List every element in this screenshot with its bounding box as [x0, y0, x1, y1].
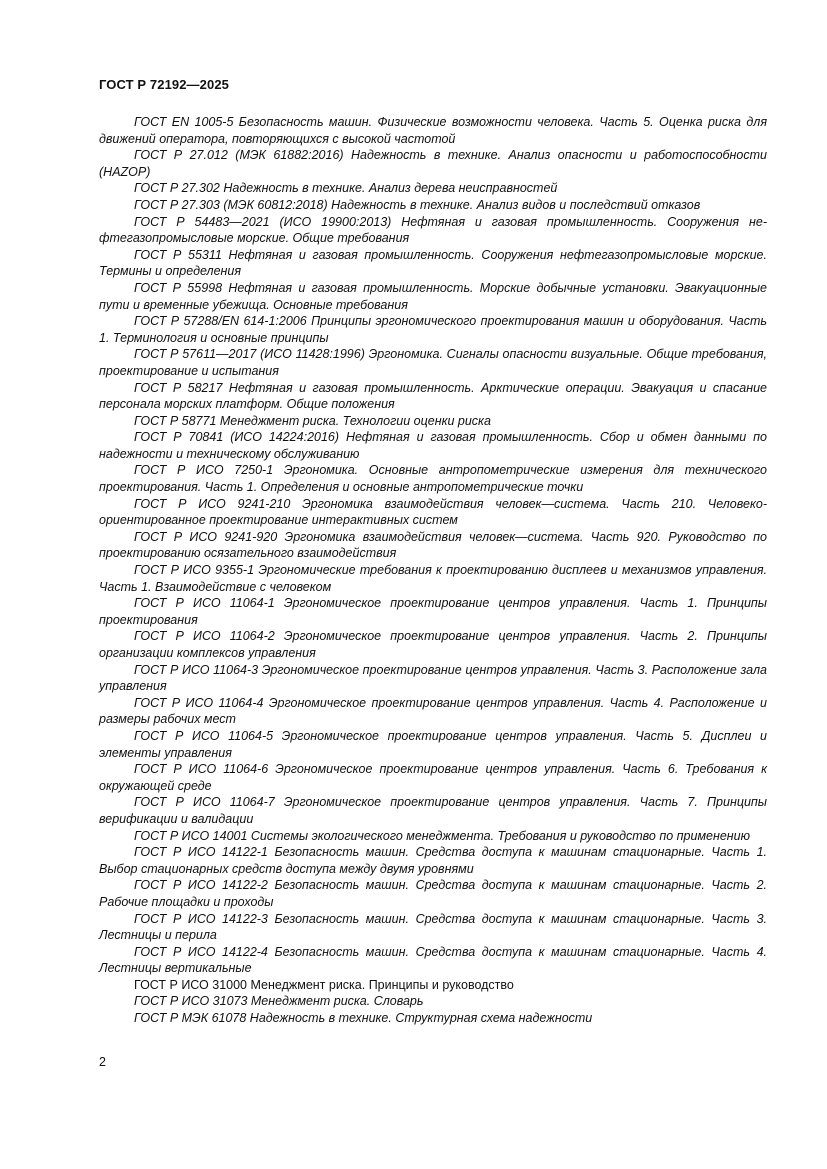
reference-item: ГОСТ Р ИСО 11064-1 Эргономическое проектирование центров управления. Часть 1. Принципы проектирования: [99, 596, 767, 627]
reference-item: ГОСТ Р ИСО 11064-3 Эргономическое проектирование центров управления. Часть 3. Расположение зала управления: [99, 662, 767, 694]
reference-item: ГОСТ Р ИСО 11064-2 Эргономическое проектирование центров управления. Часть 2. Принципы организации комплексов управления: [99, 629, 767, 660]
reference-item: ГОСТ Р ИСО 9355-1 Эргономические требования к проектированию дисплеев и механизмов управления. Часть 1. Взаимодействие с человеком: [99, 563, 767, 594]
reference-item: ГОСТ Р ИСО 7250-1 Эргономика. Основные антропометрические измерения для технического проектирования. Часть 1. Определения и основные антропометрические точки: [99, 463, 767, 495]
reference-item: ГОСТ Р ИСО 14122-4 Безопасность машин. Средства доступа к машинам стационарные. Часть 4. Лестницы вертикальные: [99, 944, 767, 976]
reference-item: ГОСТ Р 70841 (ИСО 14224:2016) Нефтяная и газовая промышленность. Сбор и обмен данными по надежности и техническому обслуживанию: [99, 430, 767, 461]
reference-item: ГОСТ Р ИСО 9241-210 Эргономика взаимодействия человек—система. Часть 210. Человекоориентированное проектирование интерактивных систем: [99, 496, 767, 528]
reference-item: ГОСТ Р ИСО 14122-3 Безопасность машин. Средства доступа к машинам стационарные. Часть 3. Лестницы и перила: [99, 911, 767, 943]
reference-item: ГОСТ Р 55998 Нефтяная и газовая промышленность. Морские добычные установки. Эвакуационные пути и временные убежища. Основные требования: [99, 280, 767, 312]
reference-item: ГОСТ Р ИСО 31073 Менеджмент риска. Словарь: [134, 994, 424, 1009]
reference-item: ГОСТ Р ИСО 14001 Системы экологического менеджмента. Требования и руководство по применению: [134, 828, 751, 843]
reference-item: ГОСТ Р ИСО 14122-2 Безопасность машин. Средства доступа к машинам стационарные. Часть 2. Рабочие площадки и проходы: [99, 878, 767, 909]
reference-item: ГОСТ Р ИСО 11064-5 Эргономическое проектирование центров управления. Часть 5. Дисплеи и элементы управления: [99, 728, 767, 760]
reference-item: ГОСТ Р 58771 Менеджмент риска. Технологии оценки риска: [134, 413, 491, 428]
normative-references-list: [99, 114, 767, 1027]
reference-item: ГОСТ Р 57288/EN 614-1:2006 Принципы эргономического проектирования машин и оборудования. Часть 1. Терминология и основные принципы: [99, 314, 767, 345]
reference-item: ГОСТ Р 57611—2017 (ИСО 11428:1996) Эргономика. Сигналы опасности визуальные. Общие требования, проектирование и испытания: [99, 347, 767, 378]
reference-item: ГОСТ Р 27.302 Надежность в технике. Анализ дерева неисправностей: [134, 181, 558, 196]
reference-item: ГОСТ Р ИСО 9241-920 Эргономика взаимодействия человек—система. Часть 920. Руководство по проектированию осязательного взаимодействия: [99, 529, 767, 561]
reference-item: ГОСТ Р 27.303 (МЭК 60812:2018) Надежность в технике. Анализ видов и последствий отказов: [134, 197, 701, 212]
reference-item: ГОСТ Р ИСО 11064-6 Эргономическое проектирование центров управления. Часть 6. Требования к окружающей среде: [99, 762, 767, 793]
reference-item: ГОСТ Р 54483—2021 (ИСО 19900:2013) Нефтяная и газовая промышленность. Сооружения нефтегазопромысловые морские. Общие требования: [99, 214, 767, 246]
reference-item: ГОСТ Р МЭК 61078 Надежность в технике. Структурная схема надежности: [134, 1011, 593, 1026]
document-header-title: ГОСТ Р 72192—2025: [99, 77, 229, 92]
reference-item: ГОСТ Р ИСО 31000 Менеджмент риска. Принципы и руководство: [134, 977, 514, 992]
reference-item: ГОСТ Р ИСО 11064-4 Эргономическое проектирование центров управления. Часть 4. Расположение и размеры рабочих мест: [99, 695, 767, 727]
reference-item: ГОСТ Р ИСО 14122-1 Безопасность машин. Средства доступа к машинам стационарные. Часть 1. Выбор стационарных средств доступа между двумя уровнями: [99, 845, 767, 876]
reference-item: ГОСТ Р 58217 Нефтяная и газовая промышленность. Арктические операции. Эвакуация и спасание персонала морских платформ. Общие положения: [99, 380, 767, 412]
reference-item: ГОСТ Р 55311 Нефтяная и газовая промышленность. Сооружения нефтегазопромысловые морские. Термины и определения: [99, 247, 767, 279]
reference-item: ГОСТ EN 1005-5 Безопасность машин. Физические возможности человека. Часть 5. Оценка риска для движений оператора, повторяющихся с высокой частотой: [99, 115, 767, 146]
reference-item: ГОСТ Р 27.012 (МЭК 61882:2016) Надежность в технике. Анализ опасности и работоспособности (HAZOP): [99, 148, 767, 179]
page-number: 2: [99, 1055, 106, 1069]
reference-item: ГОСТ Р ИСО 11064-7 Эргономическое проектирование центров управления. Часть 7. Принципы верификации и валидации: [99, 795, 767, 826]
